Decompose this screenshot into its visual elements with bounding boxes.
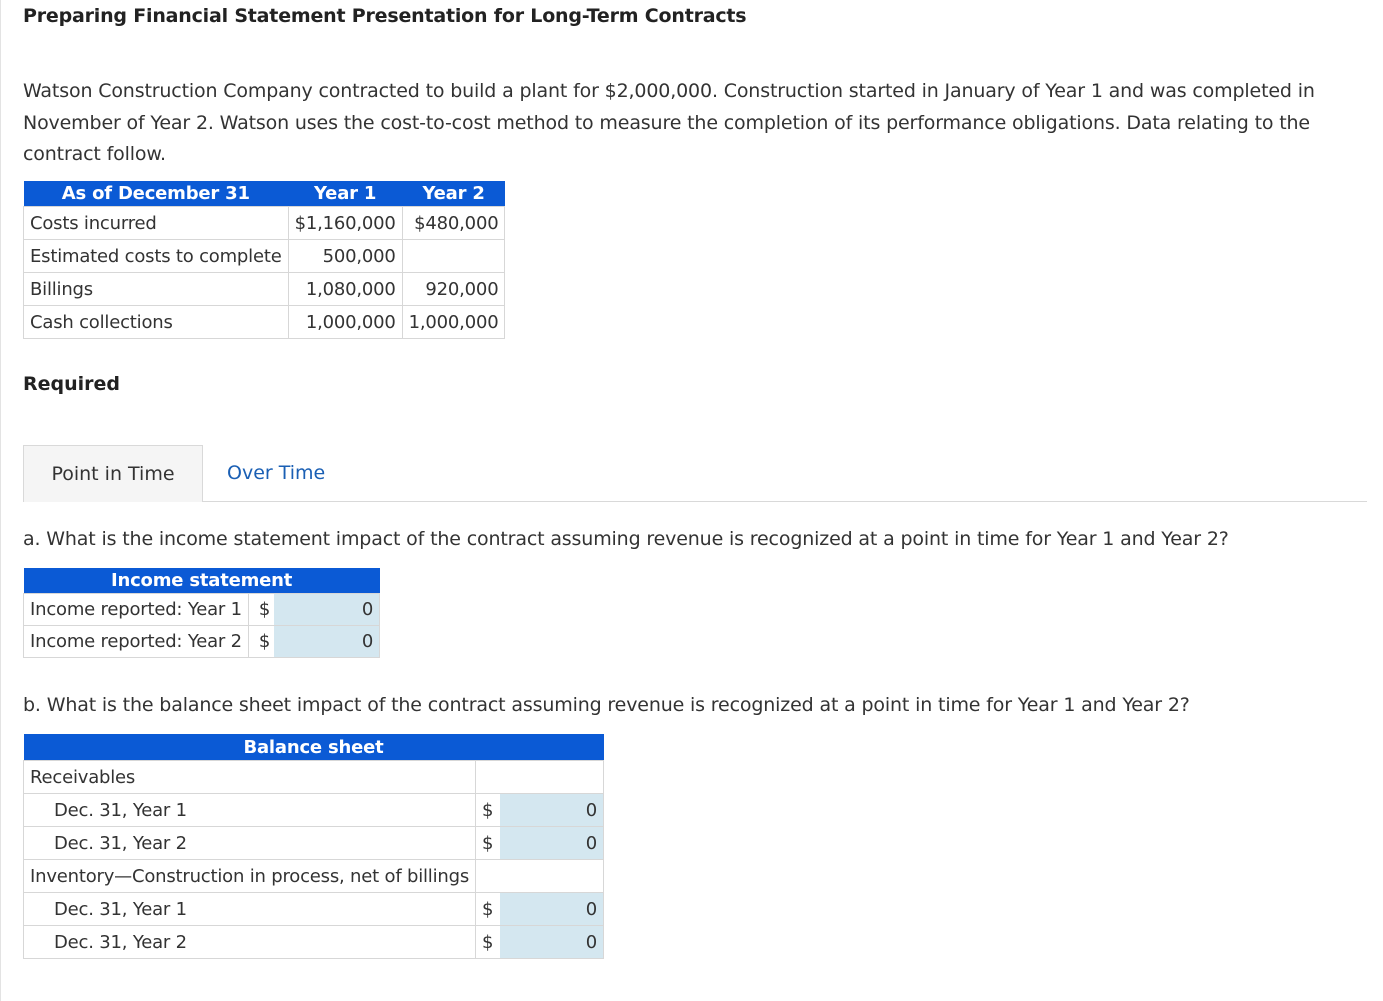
row-label: Income reported: Year 2 xyxy=(24,626,249,658)
col-header-as-of: As of December 31 xyxy=(24,181,289,207)
table-row xyxy=(24,594,380,626)
answer-input-inventory-year1[interactable]: 0 xyxy=(500,893,604,926)
table-row xyxy=(24,761,604,794)
table-row xyxy=(24,860,604,893)
contract-data-table xyxy=(23,181,505,339)
cell-year2 xyxy=(402,240,505,273)
answer-input-income-year2[interactable]: 0 xyxy=(274,626,380,658)
tab-bar xyxy=(23,445,1367,502)
cell-year1: 1,080,000 xyxy=(288,273,402,306)
tab-point-in-time[interactable]: Point in Time xyxy=(23,445,203,502)
row-label: Dec. 31, Year 1 xyxy=(24,893,476,926)
row-label: Costs incurred xyxy=(24,207,289,240)
currency-symbol: $ xyxy=(476,794,501,827)
currency-symbol: $ xyxy=(248,594,274,626)
col-header-year1: Year 1 xyxy=(288,181,402,207)
income-statement-header: Income statement xyxy=(24,568,380,594)
table-row xyxy=(24,626,380,658)
balance-sheet-table xyxy=(23,734,604,959)
table-row xyxy=(24,926,604,959)
tab-over-time[interactable]: Over Time xyxy=(227,462,326,484)
contract-table-header xyxy=(24,181,505,207)
row-label: Cash collections xyxy=(24,306,289,339)
section-label-receivables: Receivables xyxy=(24,761,476,794)
empty-cell xyxy=(476,860,501,893)
balance-sheet-header: Balance sheet xyxy=(24,734,604,761)
currency-symbol: $ xyxy=(476,893,501,926)
income-table-header xyxy=(24,568,380,594)
row-label: Estimated costs to complete xyxy=(24,240,289,273)
col-header-year2: Year 2 xyxy=(402,181,505,207)
cell-year2: 1,000,000 xyxy=(402,306,505,339)
empty-cell xyxy=(476,761,501,794)
empty-cell xyxy=(500,860,604,893)
section-label-inventory: Inventory—Construction in process, net of billings xyxy=(24,860,476,893)
question-b: b. What is the balance sheet impact of the contract assuming revenue is recognized at a point in time for Year 1 and Year 2? xyxy=(23,694,1190,716)
table-row xyxy=(24,207,505,240)
row-label: Income reported: Year 1 xyxy=(24,594,249,626)
row-label: Dec. 31, Year 2 xyxy=(24,827,476,860)
table-row xyxy=(24,827,604,860)
required-heading: Required xyxy=(23,373,121,395)
balance-table-header xyxy=(24,734,604,761)
row-label: Dec. 31, Year 1 xyxy=(24,794,476,827)
currency-symbol: $ xyxy=(248,626,274,658)
left-border xyxy=(0,0,1,1001)
cell-year1: $1,160,000 xyxy=(288,207,402,240)
table-row xyxy=(24,240,505,273)
answer-input-receivables-year2[interactable]: 0 xyxy=(500,827,604,860)
table-row xyxy=(24,306,505,339)
income-statement-table xyxy=(23,568,380,658)
empty-cell xyxy=(500,761,604,794)
table-row xyxy=(24,893,604,926)
cell-year1: 500,000 xyxy=(288,240,402,273)
intro-paragraph: Watson Construction Company contracted to build a plant for $2,000,000. Construction started in January of Year 1 and was completed in November of Year 2. Watson uses the cost-to-cost method to measure the completion of its performance obligations. Data relating to the contract follow. xyxy=(23,80,1315,165)
row-label: Billings xyxy=(24,273,289,306)
answer-input-income-year1[interactable]: 0 xyxy=(274,594,380,626)
row-label: Dec. 31, Year 2 xyxy=(24,926,476,959)
cell-year2: 920,000 xyxy=(402,273,505,306)
answer-input-receivables-year1[interactable]: 0 xyxy=(500,794,604,827)
cell-year1: 1,000,000 xyxy=(288,306,402,339)
table-row xyxy=(24,273,505,306)
page-title: Preparing Financial Statement Presentation for Long-Term Contracts xyxy=(23,5,747,27)
currency-symbol: $ xyxy=(476,926,501,959)
currency-symbol: $ xyxy=(476,827,501,860)
answer-input-inventory-year2[interactable]: 0 xyxy=(500,926,604,959)
question-a: a. What is the income statement impact of the contract assuming revenue is recognized at a point in time for Year 1 and Year 2? xyxy=(23,528,1229,550)
table-row xyxy=(24,794,604,827)
cell-year2: $480,000 xyxy=(402,207,505,240)
